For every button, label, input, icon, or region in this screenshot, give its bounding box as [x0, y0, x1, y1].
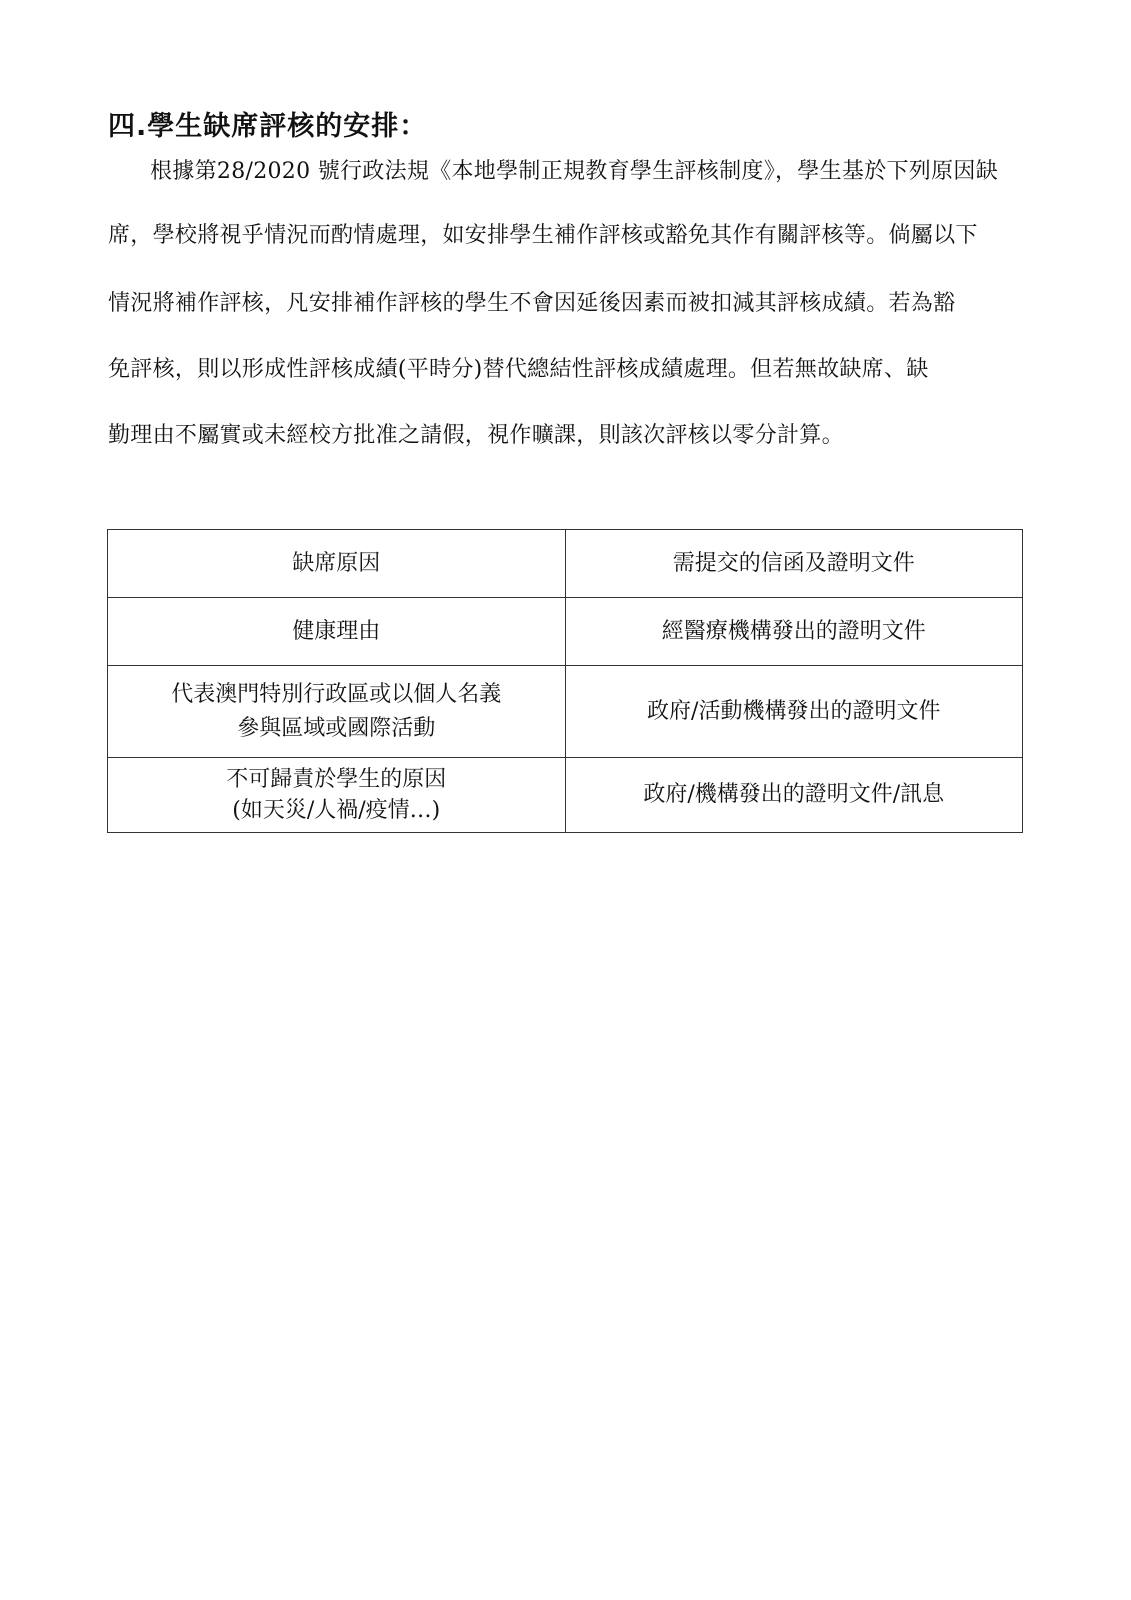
required-document-cell: 政府/機構發出的證明文件/訊息 — [565, 758, 1023, 833]
paragraph-line: 情況將補作評核，凡安排補作評核的學生不會因延後因素而被扣減其評核成績。若為豁 — [108, 291, 956, 316]
header-required-documents: 需提交的信函及證明文件 — [565, 530, 1023, 598]
paragraph-line: 勤理由不屬實或未經校方批准之請假，視作曠課，則該次評核以零分計算。 — [108, 423, 844, 448]
table-header-row — [108, 530, 1023, 598]
absence-reason-cell — [108, 666, 566, 758]
paragraph-line: 席，學校將視乎情況而酌情處理，如安排學生補作評核或豁免其作有關評核等。倘屬以下 — [108, 223, 978, 248]
header-absence-reason: 缺席原因 — [108, 530, 566, 598]
table-row — [108, 758, 1023, 833]
absence-reason-text: 參與區域或國際活動 — [237, 715, 436, 741]
table-row — [108, 666, 1023, 758]
paragraph-line: 免評核，則以形成性評核成績(平時分)替代總結性評核成績處理。但若無故缺席、缺 — [108, 357, 929, 382]
table-row — [108, 598, 1023, 666]
absence-reason-cell — [108, 758, 566, 833]
absence-documents-table — [107, 529, 1023, 833]
required-document-cell: 政府/活動機構發出的證明文件 — [565, 666, 1023, 758]
absence-reason-text: 不可歸責於學生的原因 — [226, 767, 447, 792]
section-heading: 四.學生缺席評核的安排： — [108, 111, 428, 142]
absence-reason-cell — [108, 598, 566, 666]
required-document-cell: 經醫療機構發出的證明文件 — [565, 598, 1023, 666]
paragraph-line: 根據第28/2020 號行政法規《本地學制正規教育學生評核制度》，學生基於下列原因缺 — [150, 159, 998, 184]
absence-reason-text: 健康理由 — [292, 618, 381, 644]
absence-reason-text: 代表澳門特別行政區或以個人名義 — [171, 681, 502, 707]
absence-reason-text: (如天災/人禍/疫情…) — [232, 798, 441, 823]
